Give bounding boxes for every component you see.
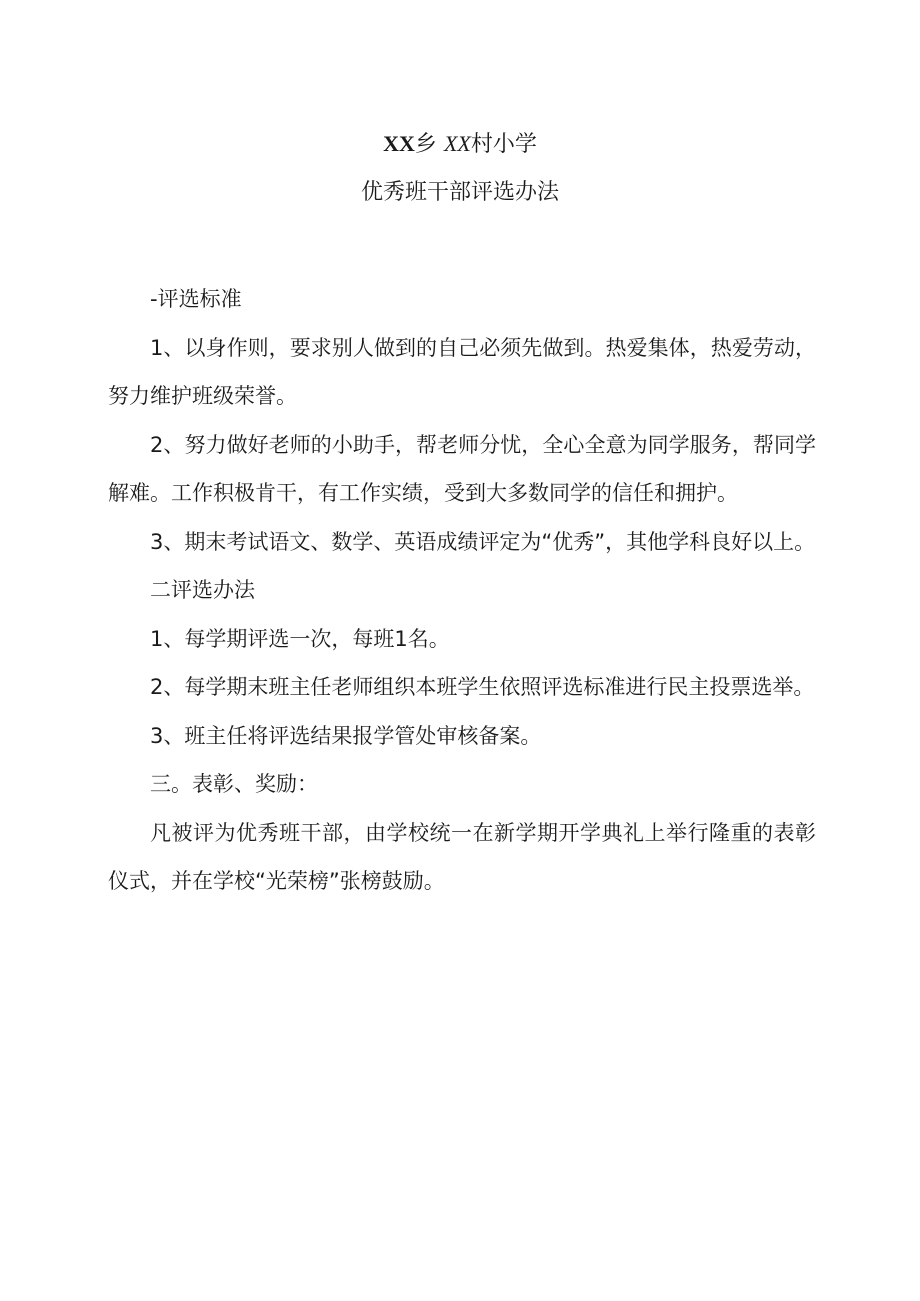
section-heading-reward: 三。表彰、奖励： [150,772,318,796]
section-heading-method: 二评选办法 [150,578,255,602]
document-title [0,129,920,160]
document-body [108,275,816,906]
criteria-item-1: 1、以身作则，要求别人做到的自己必须先做到。热爱集体，热爱劳动，努力维护班级荣誉。 [108,335,816,408]
criteria-item-3: 3、期末考试语文、数学、英语成绩评定为“优秀”，其他学科良好以上。 [150,529,816,554]
method-item-3: 3、班主任将评选结果报学管处审核备案。 [150,723,542,748]
method-item-1: 1、每学期评选一次，每班1名。 [150,626,450,651]
criteria-item-2: 2、努力做好老师的小助手，帮老师分忧，全心全意为同学服务，帮同学解难。工作积极肯干，有工作实绩，受到大多数同学的信任和拥护。 [108,432,816,505]
title-township: 乡 [414,132,437,157]
title-xx-village: XX [443,131,471,156]
reward-paragraph: 凡被评为优秀班干部，由学校统一在新学期开学典礼上举行隆重的表彰仪式，并在学校“光荣榜”张榜鼓励。 [108,820,816,893]
title-xx-prefix: XX [383,131,415,156]
section-heading-criteria: -评选标准 [150,287,242,311]
method-item-2: 2、每学期末班主任老师组织本班学生依照评选标准进行民主投票选举。 [150,675,815,699]
title-school: 村小学 [470,132,537,157]
document-subtitle: 优秀班干部评选办法 [360,180,559,205]
